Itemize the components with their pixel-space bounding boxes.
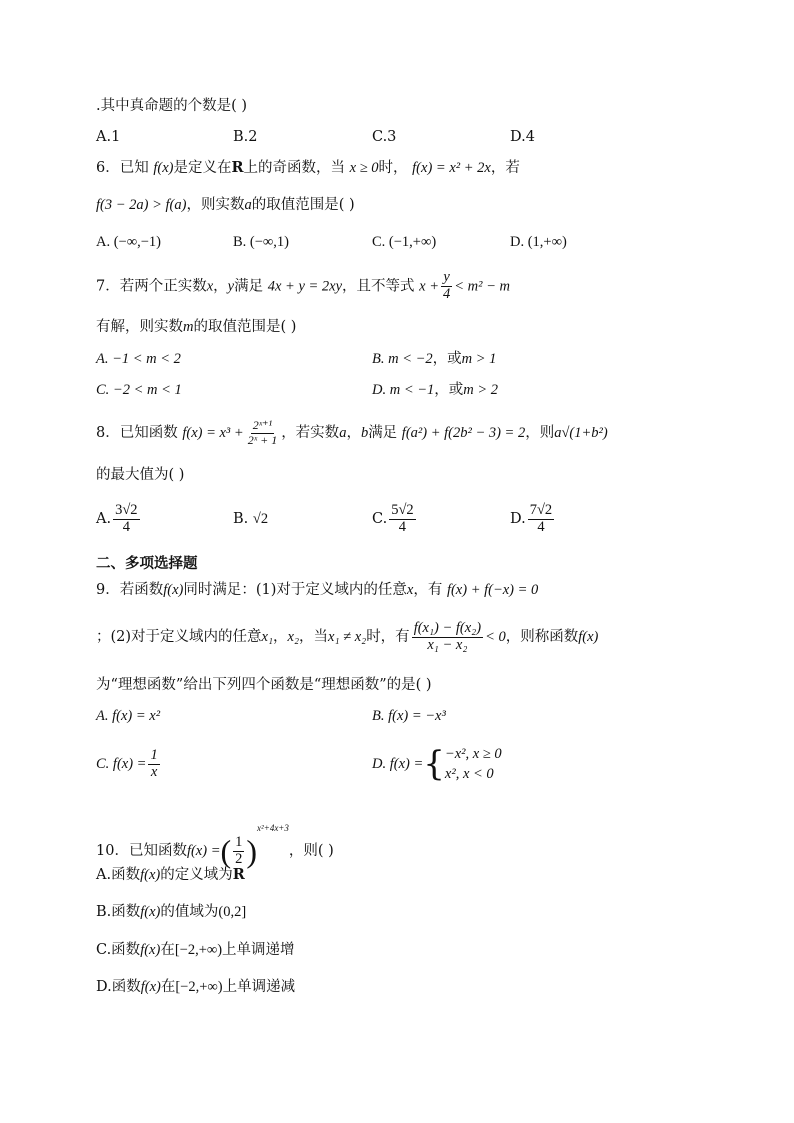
q5-option-a: A.1	[96, 129, 121, 145]
q10-optc-fx: f(x)	[140, 942, 161, 958]
q10-base-num: 1	[235, 833, 243, 850]
q8-text: ，则	[525, 425, 555, 441]
q9-optd-label: D. f(x) =	[372, 756, 424, 772]
q6-option-c: C. (−1,+∞)	[372, 234, 437, 250]
q10-optc-part2: 在	[160, 942, 175, 958]
q6-text: ，则实数	[186, 197, 245, 213]
right-paren-icon: )	[246, 833, 258, 869]
q7-optb-part3: m > 1	[461, 351, 497, 367]
q7-optd-part2: ，或	[434, 382, 464, 398]
q6-stem-line2	[96, 195, 355, 215]
q8-var-b: b	[360, 425, 369, 441]
q8-optd-den: 4	[537, 518, 545, 535]
q10-optd-part3: 上单调递减	[222, 979, 296, 995]
q8-optb-label: B.	[233, 511, 249, 527]
q7-frac-den: 4	[443, 285, 451, 302]
q10-option-c	[96, 940, 295, 960]
q9-condition1: f(x) + f(−x) = 0	[446, 582, 539, 598]
q5-stem: .其中真命题的个数是( )	[96, 98, 248, 114]
q7-frac-num: y	[443, 269, 450, 285]
q5-option-c: C.3	[372, 129, 397, 145]
q7-optd-part1: D. m < −1	[372, 382, 435, 398]
q10-optb-part1: B.函数	[96, 904, 141, 920]
q8-stem-line1	[96, 416, 608, 450]
q7-option-c: C. −2 < m < 1	[96, 382, 182, 398]
q7-text: 有解，则实数	[96, 319, 183, 335]
q10-option-d	[96, 977, 295, 997]
q6-option-d: D. (1,+∞)	[510, 234, 567, 250]
q10-number: 10．	[96, 843, 129, 859]
q10-optc-part1: C.函数	[96, 942, 141, 958]
q7-option-b	[372, 349, 496, 369]
q9-optc-den: x	[150, 763, 158, 780]
q8-expression: a√(1+b²)	[554, 425, 608, 441]
q8-text: ，若实数	[281, 425, 340, 441]
q9-fraction	[412, 621, 483, 654]
q10-opta-reals: R	[232, 866, 245, 883]
q8-optc-label: C.	[372, 511, 388, 527]
q7-ineq-right: < m² − m	[454, 278, 510, 295]
q8-opta-frac	[113, 503, 139, 536]
q8-optb-value: √2	[252, 511, 269, 527]
q6-fx: f(x)	[153, 160, 174, 176]
q7-equation: 4x + y = 2xy	[267, 278, 343, 295]
q7-var-x: x	[206, 278, 214, 295]
q8-optd-num: 7√2	[529, 501, 553, 518]
q6-text: 上的奇函数，当	[243, 160, 346, 176]
q8-number: 8．	[96, 425, 120, 441]
q8-option-c	[372, 500, 418, 538]
q8-option-b	[233, 500, 268, 538]
q9-option-a: A. f(x) = x²	[96, 708, 161, 724]
q10-text: 已知函数	[128, 843, 187, 859]
q6-text: 已知	[119, 160, 149, 176]
q6-definition: f(x) = x² + 2x	[412, 160, 491, 176]
q9-frac-den: x₁ − x₂	[427, 636, 468, 653]
q9-fx: f(x)	[163, 582, 184, 598]
q7-text: 的取值范围是( )	[193, 319, 297, 335]
q10-opta-part2: 的定义域为	[160, 867, 233, 883]
q8-condition: f(a²) + f(2b² − 3) = 2	[401, 425, 526, 441]
q8-fraction	[246, 419, 279, 446]
q6-var-a: a	[244, 197, 252, 213]
q7-var-y: y	[227, 278, 235, 295]
q6-text: 时，	[378, 160, 408, 176]
q8-optc-den: 4	[398, 518, 407, 535]
q10-optd-part1: D.函数	[96, 979, 141, 995]
q9-optc-num: 1	[150, 746, 158, 763]
q6-text: 是定义在	[173, 160, 232, 176]
q7-ineq-left: x +	[419, 278, 439, 295]
q9-text: ；(2)对于定义域内的任意	[96, 629, 262, 645]
q9-var-x1: x₁	[261, 629, 274, 645]
q8-var-a: a	[339, 425, 347, 441]
q9-optd-case1: −x², x ≥ 0	[444, 746, 502, 762]
q9-frac-num: f(x₁) − f(x₂)	[413, 619, 482, 636]
q6-option-a: A. (−∞,−1)	[96, 234, 161, 250]
q6-reals: R	[231, 159, 244, 176]
q10-text: ，则( )	[288, 843, 334, 859]
left-brace-icon: {	[423, 744, 445, 784]
q9-var-x: x	[406, 582, 414, 598]
q7-stem-line2	[96, 317, 296, 337]
q10-optc-interval: [−2,+∞)	[174, 942, 223, 958]
q9-text: 若函数	[119, 582, 164, 598]
q9-text: ，	[273, 629, 288, 645]
q5-option-b: B.2	[233, 129, 258, 145]
q7-text: 若两个正实数	[119, 278, 207, 295]
q9-condition2: x₁ ≠ x₂	[328, 629, 367, 645]
q7-text: ，且不等式	[342, 278, 415, 295]
left-paren-icon: (	[220, 833, 232, 869]
q5-option-d: D.4	[510, 129, 535, 145]
q6-text: 的取值范围是( )	[251, 197, 355, 213]
q9-text: 同时满足：(1)对于定义域内的任意	[183, 582, 407, 598]
q6-condition: x ≥ 0	[349, 160, 379, 176]
q7-stem-line1	[96, 270, 510, 303]
q9-text: ，当	[299, 629, 329, 645]
q10-optd-interval: [−2,+∞)	[175, 979, 223, 995]
q7-number: 7．	[96, 278, 120, 295]
q10-base-frac	[233, 835, 244, 868]
q8-option-a	[96, 500, 142, 538]
q7-option-d	[372, 380, 498, 400]
q8-opta-num: 3√2	[115, 501, 138, 518]
q9-optd-cases	[445, 744, 502, 784]
q9-condition3: < 0	[485, 629, 506, 645]
q10-opta-fx: f(x)	[140, 867, 161, 883]
q10-option-a	[96, 865, 245, 885]
q10-exponent: x²+4x+3	[257, 823, 289, 833]
q8-text: ，	[346, 425, 361, 441]
q10-opta-part1: A.函数	[96, 867, 141, 883]
q9-stem-line3: 为“理想函数”给出下列四个函数是“理想函数”的是( )	[96, 677, 432, 693]
q9-text: 时，有	[366, 629, 410, 645]
q8-frac-num: 2ˣ⁺¹	[252, 418, 273, 433]
q7-optb-part2: ，或	[432, 351, 462, 367]
q9-var-x2: x₂	[287, 629, 300, 645]
q7-optd-part3: m > 2	[463, 382, 499, 398]
q6-option-b: B. (−∞,1)	[233, 234, 289, 250]
q10-base-den: 2	[235, 850, 243, 867]
q7-optb-part1: B. m < −2	[372, 351, 433, 367]
q8-frac-den: 2ˣ + 1	[247, 432, 278, 447]
q9-stem-line2	[96, 620, 598, 654]
q7-fraction	[441, 270, 452, 303]
q8-optc-num: 5√2	[391, 501, 414, 518]
q8-text: 满足	[368, 425, 398, 441]
q10-optc-part3: 上单调递增	[222, 942, 295, 958]
q10-optd-fx: f(x)	[140, 979, 161, 995]
q10-optb-fx: f(x)	[140, 904, 161, 920]
q7-option-a: A. −1 < m < 2	[96, 351, 181, 367]
q8-fdef: f(x) = x³ +	[182, 425, 244, 441]
q9-optd-case2: x², x < 0	[444, 766, 494, 782]
q9-option-d	[372, 744, 502, 784]
q9-stem-line1	[96, 580, 538, 600]
q8-option-d	[510, 500, 556, 538]
q7-text: ，	[213, 278, 228, 295]
q8-text: 已知函数	[119, 425, 178, 441]
q10-option-b	[96, 902, 246, 922]
q6-inequality: f(3 − 2a) > f(a)	[96, 197, 187, 213]
q9-option-c	[96, 744, 162, 784]
q9-fx2: f(x)	[578, 629, 599, 645]
q10-optd-part2: 在	[160, 979, 176, 995]
q10-stem	[96, 806, 334, 873]
q6-text: ，若	[490, 160, 520, 176]
q7-var-m: m	[183, 319, 194, 335]
q9-text: ，则称函数	[505, 629, 579, 645]
q9-number: 9．	[96, 582, 120, 598]
q9-optc-frac	[148, 748, 159, 781]
q7-text: 满足	[234, 278, 264, 295]
q8-opta-den: 4	[122, 518, 130, 535]
q10-optb-value: (0,2]	[218, 904, 247, 920]
section-heading-multiple-choice: 二、多项选择题	[96, 555, 198, 572]
q8-stem-line2: 的最大值为( )	[96, 467, 185, 483]
q6-stem-line1	[96, 158, 520, 178]
q8-opta-label: A.	[96, 511, 112, 527]
q8-optd-frac	[528, 503, 554, 536]
q8-optd-label: D.	[510, 511, 526, 527]
q9-option-b: B. f(x) = −x³	[372, 708, 446, 724]
q9-text: ，有	[413, 582, 443, 598]
q9-optc-label: C. f(x) =	[96, 756, 147, 772]
q8-optc-frac	[389, 503, 415, 536]
q10-fdef: f(x) =	[186, 843, 221, 859]
q10-optb-part2: 的值域为	[160, 904, 219, 920]
q6-number: 6．	[96, 160, 120, 176]
